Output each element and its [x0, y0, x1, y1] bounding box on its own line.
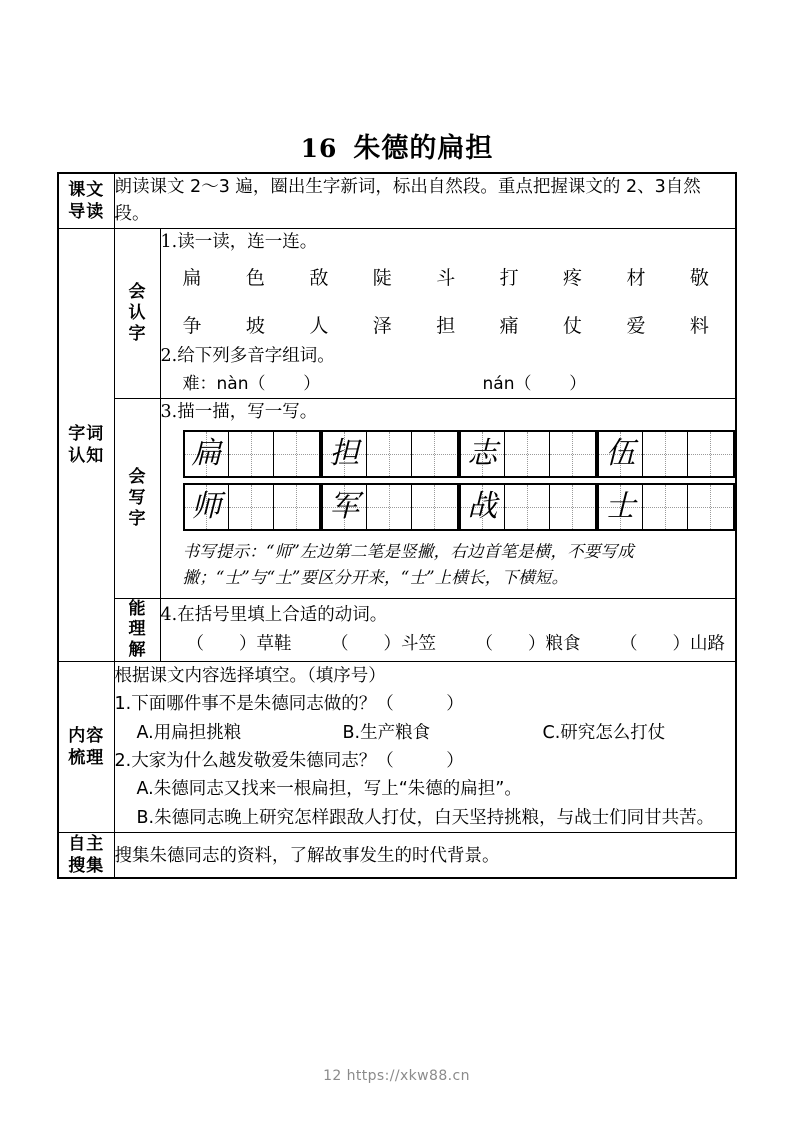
writing-grid-box[interactable] — [183, 430, 321, 478]
write-task3: 3.描一描，写一写。 — [160, 401, 318, 422]
writing-grid-box[interactable] — [459, 483, 597, 531]
grid-cell-empty[interactable] — [412, 432, 457, 476]
sub-label-understand-c3: 解 — [128, 640, 146, 661]
grid-cell-empty[interactable] — [229, 432, 274, 476]
grid-cell-empty[interactable] — [367, 432, 412, 476]
char-item: 人 — [309, 314, 329, 337]
sub-label-recognize-c1: 会 — [128, 282, 146, 303]
comprehension-instruction: 根据课文内容选择填空。（填序号） — [114, 665, 386, 686]
recognize-char-row-1 — [161, 264, 736, 293]
understand-task4: 4.在括号里填上合适的动词。 — [160, 604, 388, 625]
pinyin-nan4-blank[interactable] — [265, 374, 303, 394]
char-item: 色 — [245, 267, 265, 290]
option-item[interactable]: A.用扁担挑粮 — [136, 722, 242, 743]
pinyin-nan2: nán（ — [482, 374, 532, 395]
lesson-number: 16 — [300, 134, 338, 163]
table-row-guide — [58, 173, 736, 229]
research-text: 搜集朱德同志的资料，了解故事发生的时代背景。 — [114, 846, 500, 867]
recognize-char-row-2 — [161, 312, 736, 341]
char-item: 打 — [499, 267, 519, 290]
worksheet-table — [57, 172, 737, 879]
grid-cell-filled[interactable] — [461, 432, 506, 476]
grid-glyph: 士 — [605, 488, 636, 524]
table-row-research — [58, 832, 736, 878]
writing-grid-box[interactable] — [321, 430, 459, 478]
polyphone-line — [161, 371, 736, 397]
verb-fill-item[interactable]: （ ）山路 — [620, 633, 725, 654]
option-item[interactable]: B.生产粮食 — [342, 722, 431, 743]
grid-glyph: 战 — [467, 488, 498, 524]
grid-cell-filled[interactable] — [461, 485, 506, 529]
grid-cell-empty[interactable] — [550, 432, 595, 476]
grid-glyph: 扁 — [191, 435, 222, 471]
recognize-content-cell — [160, 229, 736, 398]
row-label-guide — [58, 173, 114, 229]
comprehension-q1-options — [115, 719, 736, 747]
sub-label-write — [114, 398, 160, 598]
row-label-research — [58, 832, 114, 878]
row-label-vocab-line1: 字词 — [68, 423, 105, 444]
char-item: 争 — [182, 314, 202, 337]
table-row-understand — [58, 598, 736, 661]
grid-cell-filled[interactable] — [599, 432, 644, 476]
grid-cell-filled[interactable] — [599, 485, 644, 529]
row-label-guide-line1: 课文 — [68, 180, 105, 201]
grid-cell-empty[interactable] — [274, 485, 319, 529]
sub-label-recognize — [114, 229, 160, 398]
table-row-recognize — [58, 229, 736, 398]
char-item: 扁 — [182, 267, 202, 290]
grid-glyph: 军 — [329, 488, 360, 524]
char-item: 敌 — [309, 267, 329, 290]
guide-text-cell — [114, 173, 736, 229]
grid-cell-empty[interactable] — [229, 485, 274, 529]
char-item: 仗 — [563, 314, 583, 337]
grid-cell-filled[interactable] — [185, 485, 230, 529]
sub-label-write-c3: 字 — [128, 508, 146, 529]
grid-glyph: 志 — [467, 435, 498, 471]
page-title — [57, 126, 737, 165]
pinyin-nan2-blank[interactable] — [531, 374, 569, 394]
research-content-cell — [114, 832, 736, 878]
comprehension-q2-option-b[interactable]: B.朱德同志晚上研究怎样跟敌人打仗，白天坚持挑粮，与战士们同甘共苦。 — [136, 807, 715, 828]
grid-glyph: 师 — [191, 488, 222, 524]
char-item: 料 — [689, 314, 709, 337]
option-item[interactable]: C.研究怎么打仗 — [542, 722, 666, 743]
recognize-task2: 2.给下列多音字组词。 — [160, 346, 335, 367]
table-row-write — [58, 398, 736, 598]
sub-label-write-c1: 会 — [128, 467, 146, 488]
row-label-vocab-line2: 认知 — [68, 446, 105, 467]
polyphone-slot-2 — [483, 371, 587, 397]
char-item: 痛 — [499, 314, 519, 337]
grid-cell-empty[interactable] — [505, 432, 550, 476]
comprehension-q1[interactable]: 1.下面哪件事不是朱德同志做的？（ ） — [114, 694, 464, 715]
grid-cell-empty[interactable] — [274, 432, 319, 476]
sub-label-recognize-c3: 字 — [128, 323, 146, 344]
writing-grid-box[interactable] — [183, 483, 321, 531]
sub-label-understand-c2: 理 — [128, 619, 146, 640]
comprehension-content-cell — [114, 661, 736, 832]
char-item: 斗 — [436, 267, 456, 290]
row-label-research-line1: 自主 — [68, 833, 105, 854]
writing-grid-column — [459, 430, 597, 531]
char-item: 爱 — [626, 314, 646, 337]
verb-fill-item[interactable]: （ ）斗笠 — [331, 633, 436, 654]
polyphone-slot-1 — [183, 371, 483, 397]
row-label-guide-line2: 导读 — [68, 202, 105, 223]
recognize-task1: 1.读一读，连一连。 — [160, 232, 318, 253]
row-label-comprehension-line2: 梳理 — [68, 747, 105, 768]
char-item: 泽 — [372, 314, 392, 337]
writing-grid-box[interactable] — [321, 483, 459, 531]
grid-cell-empty[interactable] — [643, 432, 688, 476]
grid-cell-filled[interactable] — [323, 485, 368, 529]
sub-label-write-c2: 写 — [128, 487, 146, 508]
char-item: 坡 — [245, 314, 265, 337]
grid-cell-empty[interactable] — [367, 485, 412, 529]
grid-cell-empty[interactable] — [688, 432, 733, 476]
sub-label-recognize-c2: 认 — [128, 303, 146, 324]
char-item: 敬 — [689, 267, 709, 290]
char-item: 陡 — [372, 267, 392, 290]
char-item: 疼 — [563, 267, 583, 290]
writing-tip: 书写提示：“师”左边第二笔是竖撇，右边首笔是横，不要写成撇；“士”与“土”要区分开来，“士”上横长，下横短。 — [182, 541, 634, 588]
footer-watermark: 12 https://xkw88.cn — [323, 1068, 470, 1084]
row-label-vocab — [58, 229, 114, 662]
grid-cell-filled[interactable] — [323, 432, 368, 476]
writing-grid-column — [321, 430, 459, 531]
row-label-research-line2: 搜集 — [68, 855, 105, 876]
polyphone-char: 难： — [182, 374, 217, 395]
row-label-comprehension — [58, 661, 114, 832]
char-item: 材 — [626, 267, 646, 290]
write-content-cell — [160, 398, 736, 598]
table-row-comprehension — [58, 661, 736, 832]
pinyin-nan4: nàn（ — [216, 374, 266, 395]
grid-cell-empty[interactable] — [643, 485, 688, 529]
writing-grid-box[interactable] — [597, 430, 735, 478]
guide-text: 朗读课文 2～3 遍，圈出生字新词，标出自然段。重点把握课文的 2、3自然段。 — [114, 177, 701, 225]
writing-grid-column — [597, 430, 735, 531]
lesson-title-text: 朱德的扁担 — [353, 133, 494, 164]
verb-fill-row — [161, 629, 736, 658]
writing-grid-area — [161, 426, 736, 531]
grid-cell-empty[interactable] — [505, 485, 550, 529]
grid-cell-empty[interactable] — [688, 485, 733, 529]
grid-glyph: 担 — [329, 435, 360, 471]
char-item: 担 — [436, 314, 456, 337]
verb-fill-item[interactable]: （ ）草鞋 — [186, 633, 292, 654]
grid-cell-filled[interactable] — [185, 432, 230, 476]
writing-grid-box[interactable] — [597, 483, 735, 531]
writing-grid-column — [183, 430, 321, 531]
grid-cell-empty[interactable] — [412, 485, 457, 529]
pinyin-nan2-close: ） — [569, 374, 587, 395]
comprehension-q2-option-a[interactable]: A.朱德同志又找来一根扁担，写上“朱德的扁担”。 — [136, 779, 522, 800]
writing-grid-box[interactable] — [459, 430, 597, 478]
comprehension-q2[interactable]: 2.大家为什么越发敬爱朱德同志？（ ） — [114, 750, 464, 771]
pinyin-nan4-close: ） — [303, 374, 321, 395]
sub-label-understand-c1: 能 — [128, 598, 146, 619]
understand-content-cell — [160, 598, 736, 661]
grid-cell-empty[interactable] — [550, 485, 595, 529]
sub-label-understand — [114, 598, 160, 661]
grid-glyph: 伍 — [605, 435, 636, 471]
row-label-comprehension-line1: 内容 — [68, 725, 105, 746]
verb-fill-item[interactable]: （ ）粮食 — [475, 633, 581, 654]
